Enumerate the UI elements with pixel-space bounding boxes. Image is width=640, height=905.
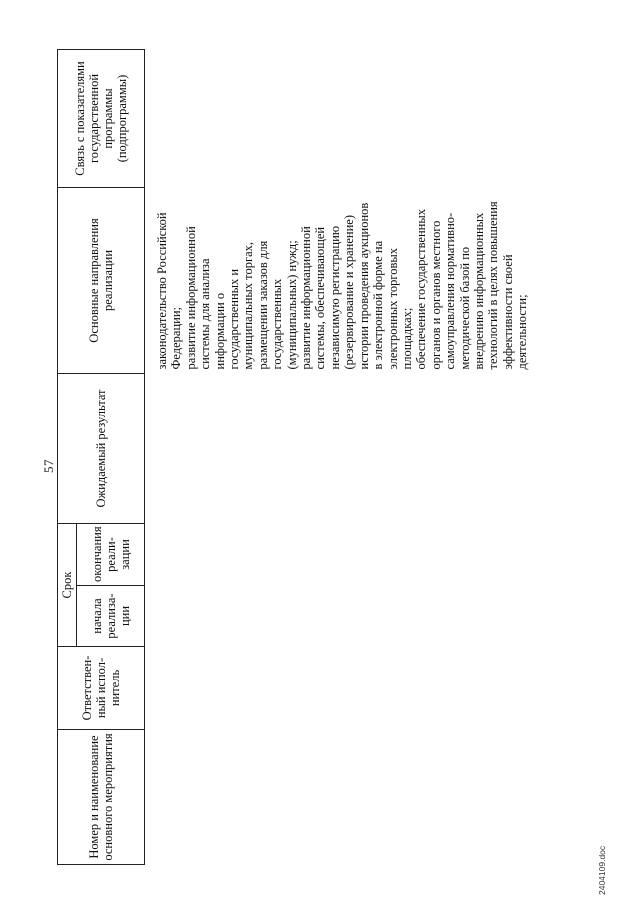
header-indicators-link: Связь с показателями государственной программы (подпрограммы) (58, 49, 145, 187)
cell-indicators-link (145, 49, 530, 187)
directions-line: методической базой по (457, 246, 472, 370)
cell-responsible (145, 647, 530, 730)
directions-line: обеспечение государственных (414, 209, 429, 370)
directions-line: развитие информационной (299, 226, 314, 370)
directions-line: размещении заказов для (255, 240, 270, 370)
cell-main-directions (145, 187, 530, 373)
directions-line: государственных (270, 278, 285, 370)
header-term-start: начала реализа-ции (77, 586, 145, 647)
header-main-directions: Основные направления реализации (58, 187, 145, 373)
page-number: 57 (41, 459, 56, 473)
directions-line: деятельности; (515, 294, 530, 370)
activities-table (57, 49, 530, 865)
directions-line: технологий в целях повышения (486, 201, 501, 370)
header-term: Срок (58, 523, 77, 646)
directions-line: муниципальных торгах, (241, 241, 256, 370)
cell-term-end (145, 523, 530, 585)
header-term-end: окончания реали-зации (77, 523, 145, 585)
header-activity-name: Номер и наименование основного мероприятия (58, 730, 145, 865)
directions-line: (муниципальных) нужд; (284, 240, 299, 370)
directions-line: (резервирование и хранение) (342, 215, 357, 370)
directions-line: внедрению информационных (471, 212, 486, 370)
directions-line: Федерации; (169, 306, 184, 370)
directions-line: истории проведения аукционов (356, 202, 371, 370)
directions-line: независимую регистрацию (327, 225, 342, 370)
cell-activity-name (145, 730, 530, 865)
directions-text (145, 187, 530, 373)
directions-line: органов и органов местного (428, 220, 443, 370)
file-stamp: 2404109.doc (597, 845, 607, 895)
header-responsible: Ответствен-ный испол-нитель (58, 647, 145, 730)
directions-line: самоуправления нормативно- (443, 212, 458, 370)
directions-line: системы, обеспечивающей (313, 226, 328, 370)
cell-expected-result (145, 373, 530, 523)
cell-term-start (145, 586, 530, 647)
directions-line: информации о (212, 292, 227, 370)
directions-line: эффективности своей (500, 254, 515, 370)
header-expected-result: Ожидаемый результат (58, 373, 145, 523)
directions-line: государственных и (227, 268, 242, 370)
directions-line: электронных торговых (385, 247, 400, 370)
directions-line: развитие информационной (183, 226, 198, 370)
directions-line: площадках; (399, 307, 414, 370)
directions-line: законодательство Российской (155, 212, 169, 370)
directions-line: системы для анализа (198, 258, 213, 370)
directions-line: в электронной форме на (371, 240, 386, 370)
